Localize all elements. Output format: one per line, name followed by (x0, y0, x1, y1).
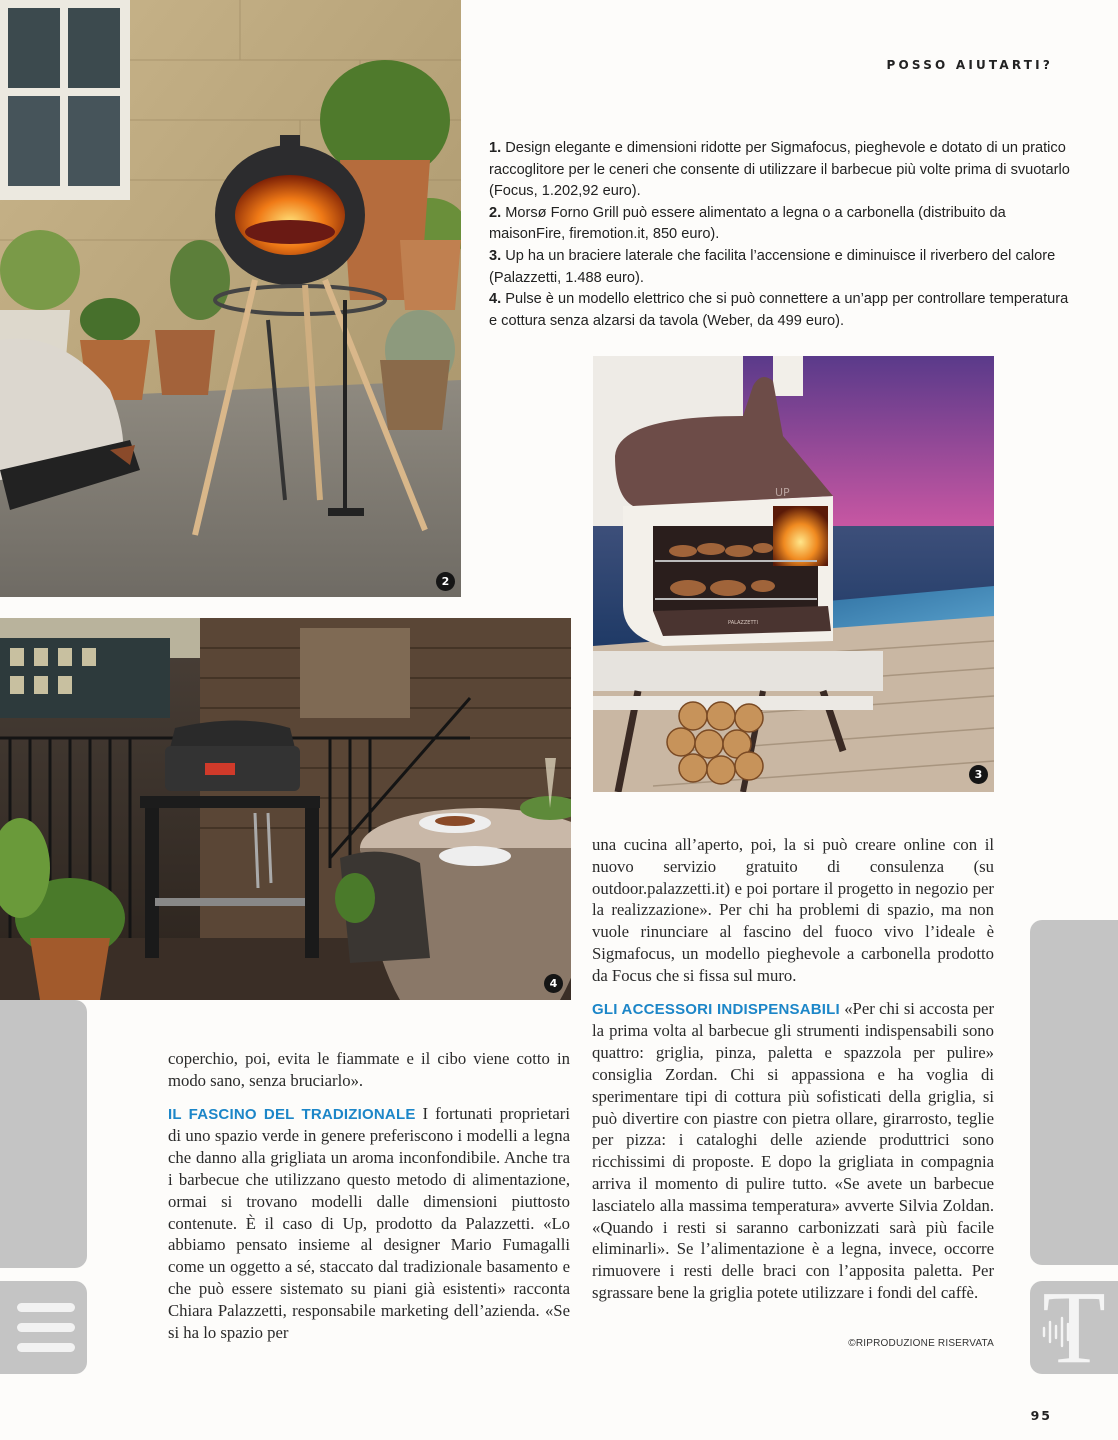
paragraph-text: «Per chi si accosta per la prima volta al barbecue gli strumenti indispensabili sono quattro: griglia, pinza, paletta e spazzola per pulire» consiglia Zordan. Chi si appassiona e ha voglia di sperimentare tipi di cottura più sofisticati della griglia, si può divertire con piastre con pietra ollare, girarrosto, teglie per pizza: i cataloghi delle aziende produttrici sono ricchissimi di proposte. E dopo la grigliata in compagnia arriva il momento di pulire tutto. «Se avete un barbecue lasciatelo alla massima temperatura» avverte Silvia Zoldan. «Quando i resti si saranno carbonizzati sarà più facile eliminarli». Se l’alimentazione è a legna, invece, occorre rimuovere i resti delle braci con l’apposita paletta. Per sgrassare bene la griglia potete utilizzare i fondi del caffè. (592, 998, 994, 1302)
caption-number: 1. (489, 140, 502, 156)
article-column-right (592, 834, 994, 1304)
grill-brand-mark: UP (775, 486, 790, 499)
grill-brand-label: PALAZZETTI (728, 620, 758, 626)
article-column-left (168, 1048, 570, 1343)
audio-wave-icon (1040, 1312, 1080, 1352)
caption-1 (489, 138, 1079, 203)
menu-icon (17, 1343, 75, 1352)
photo-captions (489, 138, 1079, 332)
paragraph-text: I fortunati proprietari di uno spazio verde in genere preferiscono i modelli a legna che danno alla grigliata un aroma inconfondibile. Anche tra i barbecue che utilizzano questo metodo di alimentazione, ormai si trovano modelli dalle dimensioni piuttosto contenute. È il caso di Up, prodotto da Palazzetti. «Lo abbiamo pensato insieme al designer Mario Fumagalli come un oggetto a sé, staccato dal tradizionale basamento e che può essere sistemato su piani già esistenti» racconta Chiara Palazzetti, responsabile marketing dell’azienda. «Se si ha lo spazio per (168, 1103, 570, 1342)
caption-text: Up ha un braciere laterale che facilita l’accensione e diminuisce il riverbero del calore (Palazzetti, 1.488 euro). (489, 247, 1056, 286)
paragraph-with-heading (168, 1103, 570, 1344)
paragraph: una cucina all’aperto, poi, la si può creare online con il nuovo servizio gratuito di consulenza (su outdoor.palazzetti.it) e poi portare il progetto in negozio per la realizzazione». Per chi ha problemi di spazio, ma non vuole rinunciare al fascino del fuoco vivo l’ideale è Sigmafocus, un modello pieghevole a carbonella prodotto da Focus che si fissa sul muro. (592, 835, 994, 985)
menu-icon (17, 1303, 75, 1312)
caption-text: Pulse è un modello elettrico che si può connettere a un’app per controllare temperatura e cottura senza alzarsi da tavola (Weber, da 499 euro). (489, 291, 1069, 329)
caption-text: Morsø Forno Grill può essere alimentato a legna o a carbonella (distribuito da maisonFire, firemotion.it, 850 euro). (489, 204, 1006, 243)
caption-number: 3. (489, 247, 502, 264)
caption-text: Design elegante e dimensioni ridotte per Sigmafocus, pieghevole e dotato di un pratico raccoglitore per le ceneri che consente di utilizzare il barbecue più volte prima di svuotarlo (Focus, 1.202,92 euro). (489, 140, 1070, 200)
menu-button[interactable] (0, 1281, 87, 1374)
photo-weber-pulse (0, 618, 571, 1000)
page-number: 95 (1030, 1408, 1052, 1423)
section-heading: IL FASCINO DEL TRADIZIONALE (168, 1105, 416, 1123)
previous-page-tab[interactable] (0, 1000, 87, 1268)
caption-2 (489, 203, 1079, 246)
paragraph-with-heading (592, 998, 994, 1304)
next-page-tab[interactable] (1030, 920, 1118, 1265)
photo-morso-forno-grill (0, 0, 461, 597)
photo-number-badge: 4 (544, 974, 563, 993)
section-heading: GLI ACCESSORI INDISPENSABILI (592, 1000, 840, 1018)
section-label: POSSO AIUTARTI? (886, 58, 1053, 72)
menu-icon (17, 1323, 75, 1332)
paragraph: coperchio, poi, evita le fiammate e il cibo viene cotto in modo sano, senza bruciarlo». (168, 1049, 570, 1090)
text-reader-icon: T (1042, 1270, 1106, 1385)
caption-3 (489, 246, 1079, 289)
photo-up-scene (593, 356, 994, 792)
caption-number: 4. (489, 291, 502, 308)
caption-4 (489, 289, 1079, 332)
photo-number-badge: 2 (436, 572, 455, 591)
photo-number-badge: 3 (969, 765, 988, 784)
photo-up-palazzetti (593, 356, 994, 792)
copyright-notice: ©RIPRODUZIONE RISERVATA (848, 1338, 994, 1349)
photo-morso-scene (0, 0, 461, 597)
caption-number: 2. (489, 204, 502, 221)
photo-weber-scene (0, 618, 571, 1000)
